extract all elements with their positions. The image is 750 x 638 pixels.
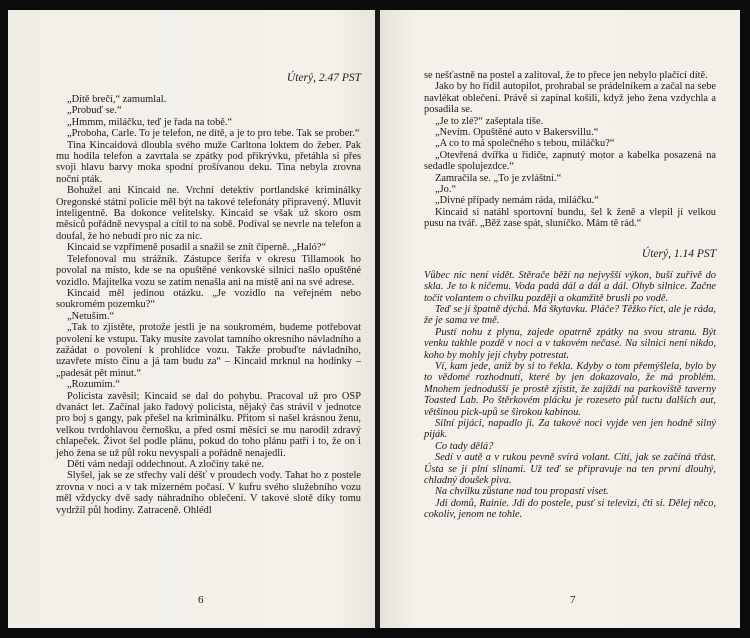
paragraph: „Divné případy nemám ráda, miláčku.“ <box>435 195 599 207</box>
paragraph: Kincaid měl jedinou otázku. „Je vozidlo na veřejném nebo soukromém pozemku?“ <box>56 287 361 311</box>
paragraph: Zamračila se. „To je zvláštní.“ <box>435 172 562 184</box>
paragraph: Pustí nohu z plynu, zajede opatrně zpátky na svou stranu. Být venku takhle pozdě v noci a v takovém nečase. Na silnici není nikdo, koho by mohly její chyby potrestat. <box>424 326 716 361</box>
page-number: 7 <box>570 594 576 606</box>
paragraph: Tina Kincaidová dloubla svého muže Carltona loktem do žeber. Pak mu hodila telefon a zavrtala se zpátky pod přikrývku, přetáhla si přes svoji hlavu barvy moka spodní prošívanou deku. Tina nebyla zrovna noční pták. <box>56 139 361 185</box>
paragraph: Bohužel ani Kincaid ne. Vrchní detektiv portlandské kriminálky Oregonské státní policie měl být na takové telefonáty připravený. Mluvit inteligentně. Ba dokonce velitelsky. Kincaid se však už skoro osm měsíců pořádně nevyspal a cítil to na sobě. Podíval se nevrle na telefon a doufal, že ho nebudí pro nic za nic. <box>56 185 361 242</box>
paragraph: Kincaid se vzpřímeně posadil a snažil se znít čiperně. „Haló?“ <box>67 242 327 254</box>
paragraph: Na chvilku zůstane nad tou propastí viset. <box>435 486 609 498</box>
paragraph: „Netuším.“ <box>67 310 115 322</box>
left-page-body <box>56 94 361 516</box>
paragraph: se nešťastně na postel a zalitoval, že to přece jen nebylo plačící dítě. <box>424 70 708 81</box>
paragraph: „Nevím. Opuštěné auto v Bakersvillu.“ <box>435 127 599 139</box>
paragraph: „Rozumím.“ <box>67 379 120 391</box>
paragraph: „Je to zlé?“ zašeptala tiše. <box>435 115 544 127</box>
left-page <box>8 10 375 628</box>
paragraph: Vůbec nic není vidět. Stěrače běží na nejvyšší výkon, buší zuřivě do skla. Je to k ničemu. Voda padá dál a dál a dál. Ohyb silnice. Začne točit volantem o chvilku později a okamžitě brusli po vodě. <box>424 269 716 304</box>
paragraph: „Proboha, Carle. To je telefon, ne dítě, a je to pro tebe. Tak se prober.“ <box>67 128 360 140</box>
paragraph: Co tady dělá? <box>435 440 494 452</box>
paragraph: Kincaid si natáhl sportovní bundu, šel k ženě a vlepil jí velkou pusu na tvář. „Běž zase spát, sluníčko. Mám tě rád.“ <box>424 206 716 230</box>
paragraph: Policista zavěsil; Kincaid se dal do pohybu. Pracoval už pro OSP dvanáct let. Začínal jako řadový policista, nějaký čas strávil v jednotce pro boj s gangy, pak přešel na kriminálku. Přitom si našel krásnou ženu, velkou tvrdohlavou černošku, a před osmi měsíci se mu narodil zdravý chlapeček. Život šel podle plánu, pokud do toho plánu patří i to, že on i jeho žena se už půl roku nevyspali a pořádně nenajedli. <box>56 390 361 459</box>
right-page-body-top <box>424 70 716 230</box>
right-page-body-italic <box>424 270 716 521</box>
paragraph: „Dítě brečí,“ zamumlal. <box>67 94 167 105</box>
page-number: 6 <box>198 594 204 606</box>
paragraph: Teď se jí špatně dýchá. Má škytavku. Pláče? Těžko říct, ale je ráda, že je sama ve tmě. <box>424 303 716 327</box>
paragraph: „Tak to zjistěte, protože jestli je na soukromém, budeme potřebovat povolení ke vstupu. Taky musíte zavolat tamního okresního návladního a zažádat o povolení k prohlídce vozu. Takže probuďte návladního, uzavřete místo činu a já tam budu za“ – Kincaid mrknul na hodinky – „padesát pět minut.“ <box>56 322 361 379</box>
paragraph: Jako by ho řídil autopilot, prohrabal se prádelníkem a začal na sebe navlékat oblečení. Právě si zapínal košili, když jeho žena vzdychla a posadila se. <box>424 81 716 116</box>
paragraph: „Jo.“ <box>435 184 457 196</box>
paragraph: „Probuď se.“ <box>67 105 122 117</box>
paragraph: Jdi domů, Rainie. Jdi do postele, pusť si televizi, čti si. Dělej něco, cokoliv, jenom ne tohle. <box>424 497 716 521</box>
paragraph: „Otevřená dvířka u řidiče, zapnutý motor a kabelka posazená na sedadle spolujezdce.“ <box>424 149 716 173</box>
paragraph: Děti vám nedají oddechnout. A zločiny také ne. <box>67 459 265 470</box>
paragraph: Sedí v autě a v rukou pevně svírá volant. Cítí, jak se začíná třást. Ústa se jí plní slinami. Už teď se připravuje na ten první dlouhý, chladný doušek piva. <box>424 452 716 486</box>
paragraph: „Hmmm, miláčku, teď je řada na tobě.“ <box>67 116 233 128</box>
paragraph: Silní pijáci, napadlo ji. Za takové noci vyjde ven jen hodně silný piják. <box>424 417 716 441</box>
running-head: Úterý, 1.14 PST <box>641 247 716 260</box>
paragraph: Telefonoval mu strážník. Zástupce šerifa v okresu Tillamook ho povolal na místo, kde se na opuštěné venkovské silnici našlo opuštěné vozidlo. Majitelka vozu se zatím nenašla ani na místě ani na své adrese. <box>56 253 361 288</box>
running-head: Úterý, 2.47 PST <box>286 72 361 84</box>
paragraph: Slyšel, jak se ze střechy valí déšť v proudech vody. Tahat ho z postele zrovna v noci a v tak mizerném počasí. V kufru svého služebního vozu měl vždycky dvě sady náhradního oblečení. V takové slotě díky tomu vydržíl půl hodiny. Zatraceně. Ohlédl <box>56 470 361 516</box>
paragraph: Ví, kam jede, aniž by si to řekla. Kdyby o tom přemýšlela, bylo by to vědomé rozhodnutí, které by jen dokazovalo, že má problém. Mnohem jednodušší je prostě zjistit, že zajíždí na parkoviště taverny Toasted Lab. Po štěrkovém plácku je rozeseto půl tuctu dalších aut, většinou pick-upů se širokou kabinou. <box>424 360 716 418</box>
right-page <box>380 10 740 628</box>
paragraph: „A co to má společného s tebou, miláčku?“ <box>435 138 615 150</box>
